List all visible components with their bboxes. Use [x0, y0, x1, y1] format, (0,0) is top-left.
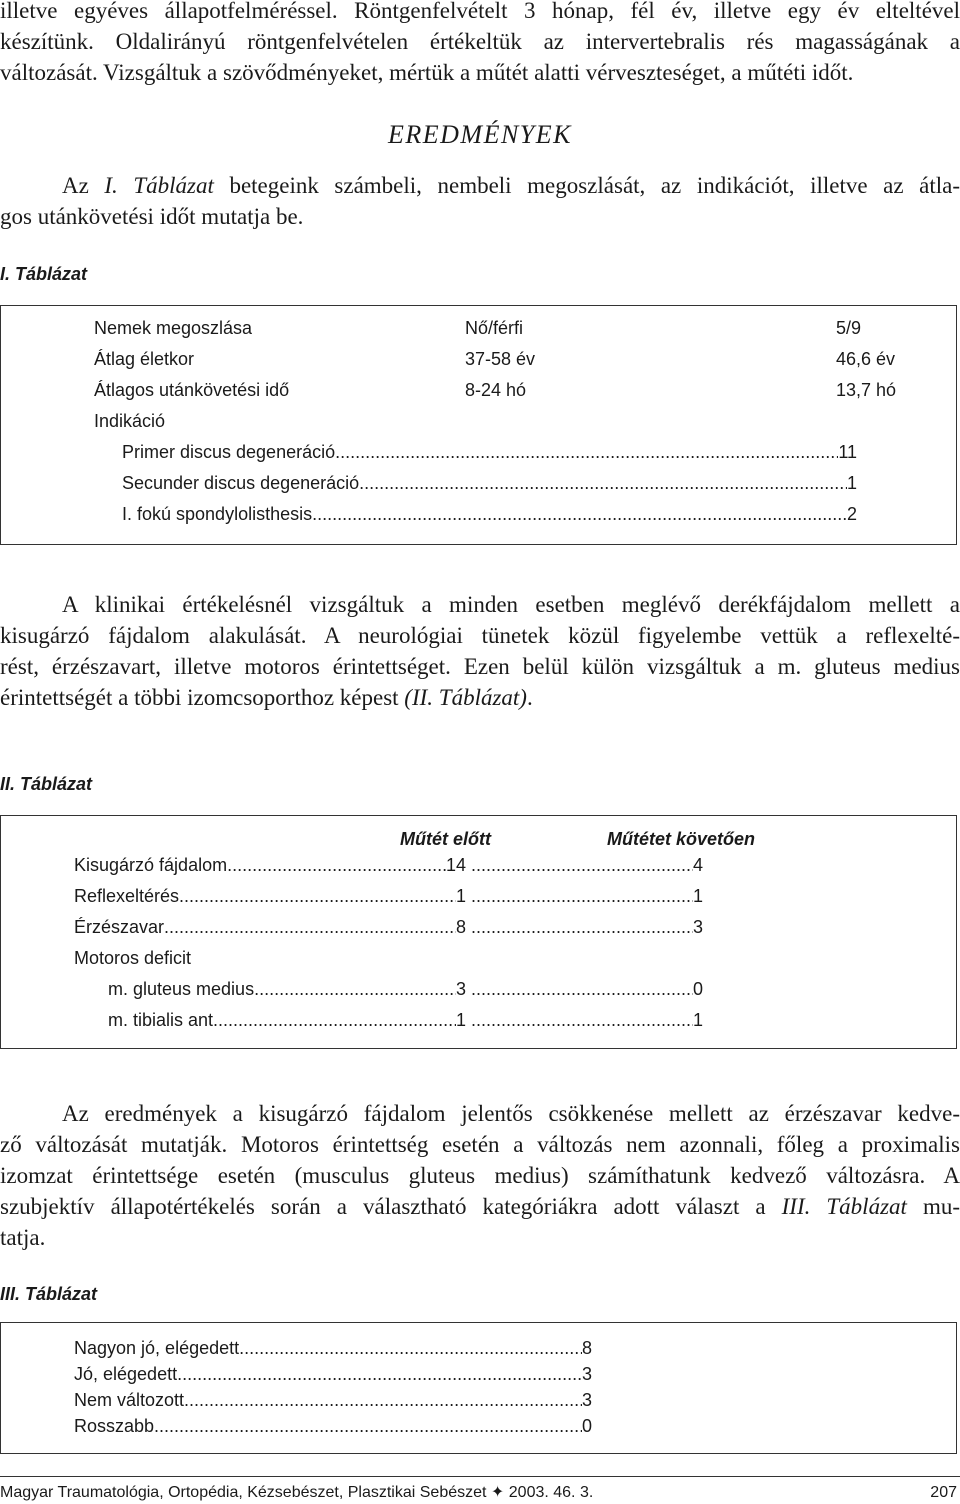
- clinical-line-1: A klinikai értékelésnél vizsgáltuk a minden esetben meglévő derékfájdalom mellett a: [62, 592, 960, 617]
- results-line-5: tatja.: [0, 1225, 46, 1250]
- table3-caption: III. Táblázat: [0, 1284, 98, 1304]
- table1-row-value: 46,6 év: [836, 349, 896, 369]
- table1-row-range: 37-58 év: [465, 349, 536, 369]
- table1-caption: I. Táblázat: [0, 264, 88, 284]
- table1-row: Átlagos utánkövetési idő: [94, 380, 290, 400]
- table2-motor-row-after: ..... 1: [471, 1008, 703, 1032]
- table1-row-value: 5/9: [836, 318, 862, 338]
- table2-row: Kisugárzó fájdalom ..... 14: [74, 853, 466, 877]
- intro-line-2: készítünk. Oldalirányú röntgenfelvételen értékeltük az intervertebralis rés magasságának a: [0, 29, 960, 54]
- table1-row-value: 13,7 hó: [836, 380, 897, 400]
- results-line-2: ző változását mutatják. Motoros érintettség esetén a változás nem azonnali, főleg a proximalis: [0, 1132, 960, 1157]
- table-ref-link: I. Táblázat: [104, 173, 214, 198]
- intro-paragraph: [0, 0, 960, 88]
- table-ref-line-1: Az I. Táblázat betegeink számbeli, nembeli megoszlását, az indikációt, illetve az átla-: [62, 173, 960, 198]
- table3-row: Nagyon jó, elégedett ..... 8: [74, 1336, 592, 1360]
- table3-ref-link: III. Táblázat: [781, 1194, 907, 1219]
- table2-motor-row-after: ..... 0: [471, 977, 703, 1001]
- table2-row-after: ..... 3: [471, 915, 703, 939]
- results-line-1: Az eredmények a kisugárzó fájdalom jelentős csökkenése mellett az érzészavar kedve-: [62, 1101, 960, 1126]
- table3-box: [0, 1322, 957, 1454]
- results-line-3: izomzat érintettsége esetén (musculus gluteus medius) számíthatunk kedvező változásra. A: [0, 1163, 960, 1188]
- table2-caption: II. Táblázat: [0, 774, 93, 794]
- table2-ref-link: (II. Táblázat): [404, 685, 527, 710]
- table3-row: Rosszabb ..... 0: [74, 1414, 592, 1438]
- page-number: 207: [930, 1484, 957, 1501]
- table1-box: [0, 305, 957, 545]
- table2-col-after: Műtétet követően: [607, 829, 756, 849]
- footer-journal: Magyar Traumatológia, Ortopédia, Kézsebészet, Plasztikai Sebészet ✦ 2003. 46. 3.: [0, 1484, 594, 1501]
- table1-indication-row: I. fokú spondylolisthesis ..... 2: [122, 502, 857, 526]
- table2-box: [0, 815, 957, 1049]
- table2-col-before: Műtét előtt: [400, 829, 491, 849]
- table2-row: Érzészavar ..... 8: [74, 915, 466, 939]
- clinical-line-4: érintettségét a többi izomcsoporthoz képest (II. Táblázat).: [0, 685, 533, 710]
- intro-line-1: illetve egyéves állapotfelméréssel. Röntgenfelvételt 3 hónap, fél év, illetve egy év elteltével: [0, 0, 960, 23]
- star-separator-icon: ✦: [490, 1484, 505, 1501]
- clinical-paragraph: [0, 589, 960, 713]
- table1-row: Átlag életkor: [94, 349, 195, 369]
- table-ref-line-2: gos utánkövetési időt mutatja be.: [0, 204, 304, 229]
- intro-line-3: változását. Vizsgáltuk a szövődményeket, mértük a műtét alatti vérveszteséget, a műtéti időt.: [0, 60, 854, 85]
- footer-rule: [0, 1476, 960, 1477]
- table2-motor-row: m. gluteus medius ..... 3: [108, 977, 466, 1001]
- section-heading: EREDMÉNYEK: [388, 120, 572, 149]
- table2-motor-row: m. tibialis ant. ..... 1: [108, 1008, 466, 1032]
- table1-indication-row: Primer discus degeneráció ..... 11: [122, 440, 857, 464]
- table3-row: Nem változott ..... 3: [74, 1388, 592, 1412]
- table1-row-range: 8-24 hó: [465, 380, 527, 400]
- table1-indication-row: Secunder discus degeneráció ..... 1: [122, 471, 857, 495]
- table-ref-paragraph: [0, 170, 960, 232]
- clinical-line-3: rést, érzészavart, illetve motoros érintettséget. Ezen belül külön vizsgáltuk a m. gluteus medius: [0, 654, 960, 679]
- table2-row-after: ..... 1: [471, 884, 703, 908]
- table3-row: Jó, elégedett ..... 3: [74, 1362, 592, 1386]
- results-paragraph: [0, 1098, 960, 1253]
- table1-indication-label: Indikáció: [94, 411, 166, 431]
- table2-row-after: ..... 4: [471, 853, 703, 877]
- table1-row: Nemek megoszlása: [94, 318, 253, 338]
- table2-row: Reflexeltérés ..... 1: [74, 884, 466, 908]
- table2-motor-label: Motoros deficit: [74, 948, 192, 968]
- table1-row-range: Nő/férfi: [465, 318, 524, 338]
- clinical-line-2: kisugárzó fájdalom alakulását. A neurológiai tünetek közül figyelembe vettük a reflexelté-: [0, 623, 960, 648]
- results-line-4: szubjektív állapotértékelés során a választható kategóriákra adott választ a III. Táblázat mu-: [0, 1194, 960, 1219]
